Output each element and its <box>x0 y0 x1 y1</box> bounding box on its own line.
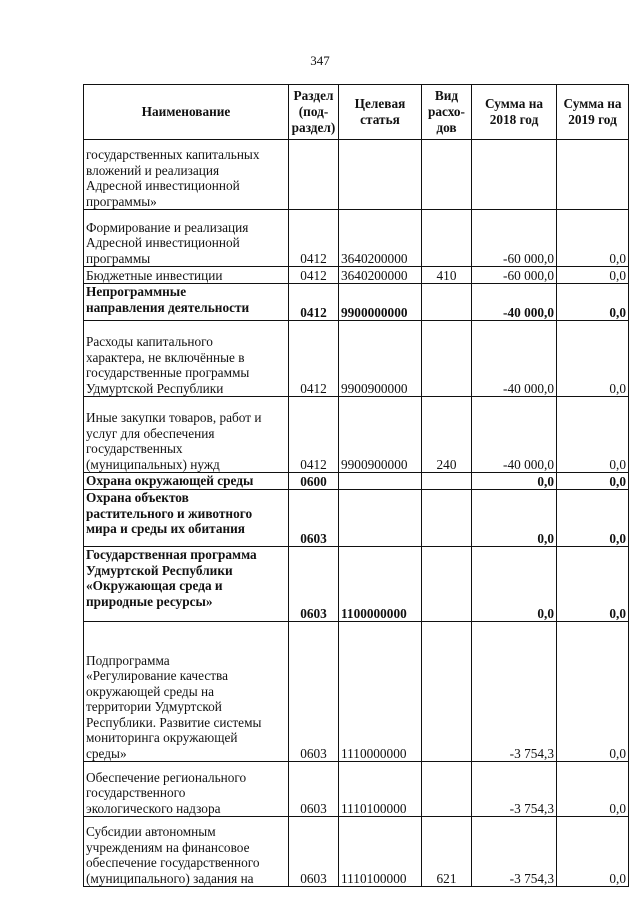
row-section-cell: 0412 <box>289 397 339 473</box>
row-sum-2019-cell <box>557 140 629 210</box>
row-sum-2019-cell: 0,0 <box>557 397 629 473</box>
row-section-cell: 0600 <box>289 473 339 490</box>
row-name-cell: Подпрограмма «Регулирование качества окружающей среды на территории Удмуртской Республики. Развитие системы мониторинга окружающей среды» <box>84 622 289 762</box>
row-kind-cell <box>422 622 472 762</box>
row-target-cell: 3640200000 <box>339 210 422 267</box>
header-row <box>84 85 629 140</box>
row-target-cell: 9900900000 <box>339 321 422 397</box>
row-name-cell: Обеспечение регионального государственного экологического надзора <box>84 762 289 817</box>
row-name-cell: государственных капитальных вложений и реализация Адресной инвестиционной программы» <box>84 140 289 210</box>
row-section-cell: 0603 <box>289 547 339 622</box>
row-target-cell: 9900900000 <box>339 397 422 473</box>
table-row <box>84 397 629 473</box>
row-sum-2019-cell: 0,0 <box>557 817 629 887</box>
table-row <box>84 622 629 762</box>
row-target-cell: 3640200000 <box>339 267 422 284</box>
row-sum-2019-cell: 0,0 <box>557 267 629 284</box>
row-name-cell: Расходы капитального характера, не включённые в государственные программы Удмуртской Республики <box>84 321 289 397</box>
row-sum-2019-cell: 0,0 <box>557 321 629 397</box>
header-sum-2018: Сумма на 2018 год <box>472 85 557 140</box>
table-row <box>84 762 629 817</box>
row-sum-2018-cell: -3 754,3 <box>472 817 557 887</box>
row-name-cell: Субсидии автономным учреждениям на финансовое обеспечение государственного (муниципального) задания на <box>84 817 289 887</box>
row-kind-cell: 410 <box>422 267 472 284</box>
row-kind-cell <box>422 140 472 210</box>
table-row <box>84 473 629 490</box>
row-name-cell: Непрограммные направления деятельности <box>84 284 289 321</box>
row-sum-2018-cell: -40 000,0 <box>472 397 557 473</box>
row-kind-cell <box>422 284 472 321</box>
row-section-cell: 0603 <box>289 817 339 887</box>
row-kind-cell <box>422 762 472 817</box>
header-section: Раздел (под-раздел) <box>289 85 339 140</box>
row-section-cell: 0412 <box>289 210 339 267</box>
row-sum-2019-cell: 0,0 <box>557 490 629 547</box>
row-kind-cell <box>422 473 472 490</box>
row-kind-cell <box>422 547 472 622</box>
row-name-cell: Формирование и реализация Адресной инвестиционной программы <box>84 210 289 267</box>
row-section-cell: 0603 <box>289 762 339 817</box>
table-row <box>84 210 629 267</box>
page-number: 347 <box>310 53 330 68</box>
row-target-cell: 9900000000 <box>339 284 422 321</box>
row-kind-cell: 240 <box>422 397 472 473</box>
row-section-cell: 0412 <box>289 321 339 397</box>
row-target-cell <box>339 490 422 547</box>
row-sum-2018-cell: -40 000,0 <box>472 321 557 397</box>
row-sum-2018-cell: 0,0 <box>472 473 557 490</box>
header-name: Наименование <box>84 85 289 140</box>
row-sum-2018-cell: -3 754,3 <box>472 762 557 817</box>
row-target-cell: 1100000000 <box>339 547 422 622</box>
row-section-cell: 0412 <box>289 284 339 321</box>
budget-table <box>83 84 629 887</box>
row-sum-2019-cell: 0,0 <box>557 622 629 762</box>
row-sum-2019-cell: 0,0 <box>557 210 629 267</box>
row-target-cell: 1110100000 <box>339 817 422 887</box>
row-kind-cell <box>422 210 472 267</box>
table-row <box>84 140 629 210</box>
row-kind-cell <box>422 321 472 397</box>
table-row <box>84 267 629 284</box>
row-sum-2018-cell: -40 000,0 <box>472 284 557 321</box>
table-row <box>84 284 629 321</box>
row-sum-2019-cell: 0,0 <box>557 284 629 321</box>
row-sum-2019-cell: 0,0 <box>557 473 629 490</box>
header-sum-2019: Сумма на 2019 год <box>557 85 629 140</box>
row-sum-2018-cell: 0,0 <box>472 547 557 622</box>
row-sum-2019-cell: 0,0 <box>557 547 629 622</box>
table-row <box>84 547 629 622</box>
row-sum-2019-cell: 0,0 <box>557 762 629 817</box>
row-target-cell <box>339 473 422 490</box>
row-sum-2018-cell: -3 754,3 <box>472 622 557 762</box>
table-row <box>84 321 629 397</box>
row-target-cell <box>339 140 422 210</box>
row-sum-2018-cell <box>472 140 557 210</box>
row-target-cell: 1110100000 <box>339 762 422 817</box>
header-kind: Вид расхо-дов <box>422 85 472 140</box>
row-target-cell: 1110000000 <box>339 622 422 762</box>
header-target: Целевая статья <box>339 85 422 140</box>
row-name-cell: Государственная программа Удмуртской Республики «Окружающая среда и природные ресурсы» <box>84 547 289 622</box>
row-section-cell: 0412 <box>289 267 339 284</box>
row-kind-cell <box>422 490 472 547</box>
row-section-cell: 0603 <box>289 622 339 762</box>
row-sum-2018-cell: -60 000,0 <box>472 210 557 267</box>
row-name-cell: Охрана объектов растительного и животного мира и среды их обитания <box>84 490 289 547</box>
row-sum-2018-cell: 0,0 <box>472 490 557 547</box>
table-row <box>84 817 629 887</box>
row-section-cell <box>289 140 339 210</box>
row-section-cell: 0603 <box>289 490 339 547</box>
row-name-cell: Охрана окружающей среды <box>84 473 289 490</box>
row-kind-cell: 621 <box>422 817 472 887</box>
row-name-cell: Бюджетные инвестиции <box>84 267 289 284</box>
row-name-cell: Иные закупки товаров, работ и услуг для обеспечения государственных (муниципальных) нужд <box>84 397 289 473</box>
table-row <box>84 490 629 547</box>
row-sum-2018-cell: -60 000,0 <box>472 267 557 284</box>
